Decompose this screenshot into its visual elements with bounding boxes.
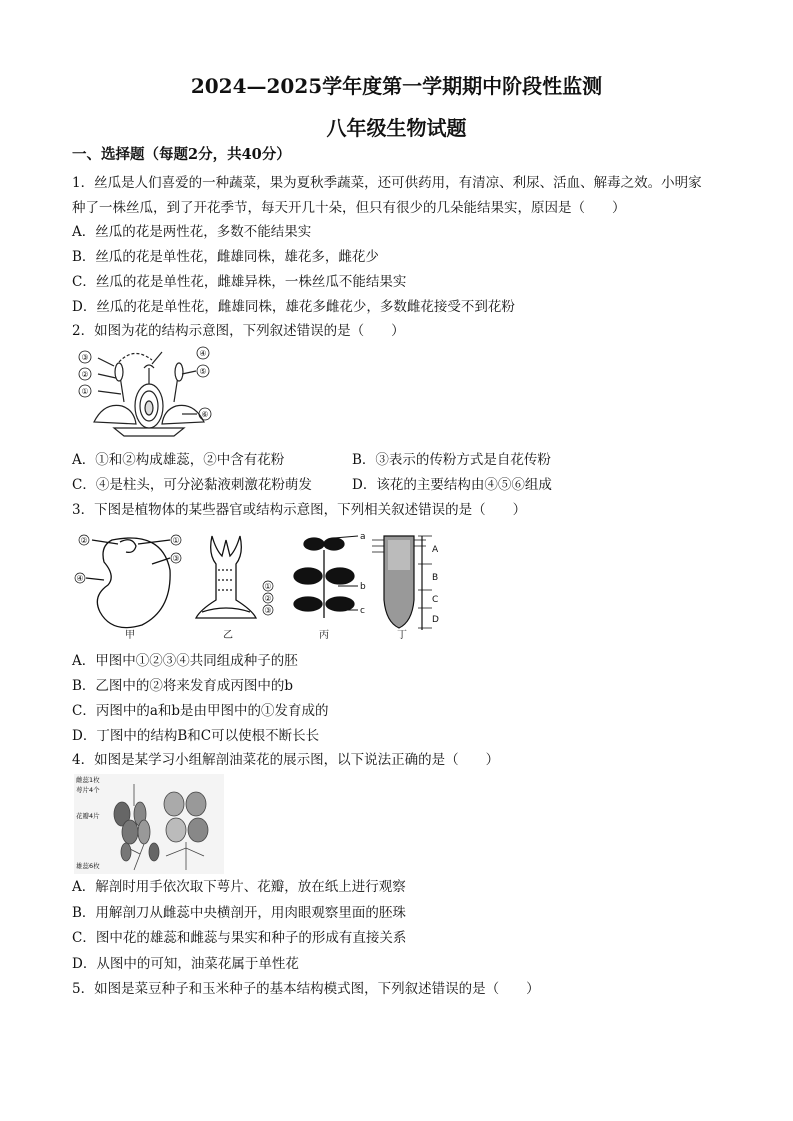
q3-figure-yi [196,536,256,618]
q3-ding-label-b: B [432,573,439,583]
q1-option-d: D．丝瓜的花是单性花，雌雄同株，雄花多雌花少，多数雌花接受不到花粉 [72,299,515,315]
q3-stem: 3．下图是植物体的某些器官或结构示意图，下列相关叙述错误的是（ ） [72,502,527,518]
q3-jia-label-1: ① [172,536,180,545]
q4-option-a: A．解剖时用手依次取下萼片、花瓣，放在纸上进行观察 [72,879,406,895]
q3-ding-label-d: D [432,615,439,625]
q2-label-4: ④ [199,349,207,358]
q3-jia-label-3: ③ [172,554,180,563]
q1-option-a: A．丝瓜的花是两性花，多数不能结果实 [72,224,312,240]
q2-label-2: ② [81,370,89,379]
q2-option-a: A．①和②构成雄蕊，②中含有花粉 [72,452,285,468]
q3-yi-label-1: ① [264,582,272,591]
q4-option-d: D．从图中的可知，油菜花属于单性花 [72,956,299,972]
q2-label-1: ① [81,387,89,396]
exam-subtitle: 八年级生物试题 [326,116,467,140]
q3-figures [72,530,452,642]
q3-figure-ding [372,536,432,630]
q4-label-stamens: 雄蕊6枚 [76,862,100,870]
q3-yi-label-2: ② [264,594,272,603]
q3-option-b: B．乙图中的②将来发育成丙图中的b [72,678,294,694]
q3-bing-label-a: a [360,532,366,542]
q3-bing-label-b: b [360,582,366,592]
q4-label-petals: 花瓣4片 [76,812,100,820]
q2-flower-figure [74,344,224,444]
q2-label-3: ③ [81,353,89,362]
q3-figure-jia [86,538,170,628]
q1-stem-line2: 种了一株丝瓜，到了开花季节，每天开几十朵，但只有很少的几朵能结果实，原因是（ ） [72,200,626,216]
q3-option-d: D．丁图中的结构B和C可以使根不断长长 [72,728,320,744]
q3-figure-bing [294,536,358,618]
q4-label-pistil: 雌蕊1枚 [76,776,100,784]
q2-option-d: D．该花的主要结构由④⑤⑥组成 [352,477,552,493]
q3-jia-label-2: ② [80,536,88,545]
q2-option-c: C．④是柱头，可分泌黏液刺激花粉萌发 [72,477,312,493]
q3-option-a: A．甲图中①②③④共同组成种子的胚 [72,653,298,669]
q2-stem: 2．如图为花的结构示意图，下列叙述错误的是（ ） [72,323,405,339]
q3-option-c: C．丙图中的a和b是由甲图中的①发育成的 [72,703,329,719]
q2-label-5: ⑤ [199,367,207,376]
q2-label-6: ⑥ [201,410,209,419]
q3-caption-ding: 丁 [397,630,407,641]
q4-rapeseed-figure [74,774,224,874]
q2-option-b: B．③表示的传粉方式是自花传粉 [352,452,551,468]
q4-stem: 4．如图是某学习小组解剖油菜花的展示图，以下说法正确的是（ ） [72,752,500,768]
q4-label-sepals: 萼片4个 [76,786,100,794]
q3-jia-label-4: ④ [76,574,84,583]
q3-caption-bing: 丙 [319,630,329,641]
q3-caption-jia: 甲 [125,630,135,641]
q1-option-b: B．丝瓜的花是单性花，雌雄同株，雄花多，雌花少 [72,249,379,265]
section-heading: 一、选择题（每题2分，共40分） [72,146,291,163]
exam-title: 2024—2025学年度第一学期期中阶段性监测 [190,74,603,98]
q3-bing-label-c: c [360,606,365,616]
q4-option-b: B．用解剖刀从雌蕊中央横剖开，用肉眼观察里面的胚珠 [72,905,406,921]
q3-ding-label-a: A [432,545,439,555]
q3-ding-label-c: C [432,595,439,605]
q5-stem: 5．如图是菜豆种子和玉米种子的基本结构模式图，下列叙述错误的是（ ） [72,981,540,997]
q3-yi-label-3: ③ [264,606,272,615]
q1-option-c: C．丝瓜的花是单性花，雌雄异株，一株丝瓜不能结果实 [72,274,407,290]
q3-caption-yi: 乙 [223,630,233,641]
q1-stem-line1: 1．丝瓜是人们喜爱的一种蔬菜，果为夏秋季蔬菜，还可供药用，有清凉、利尿、活血、解毒之效。小明家 [72,175,702,191]
q4-option-c: C．图中花的雄蕊和雌蕊与果实和种子的形成有直接关系 [72,930,407,946]
